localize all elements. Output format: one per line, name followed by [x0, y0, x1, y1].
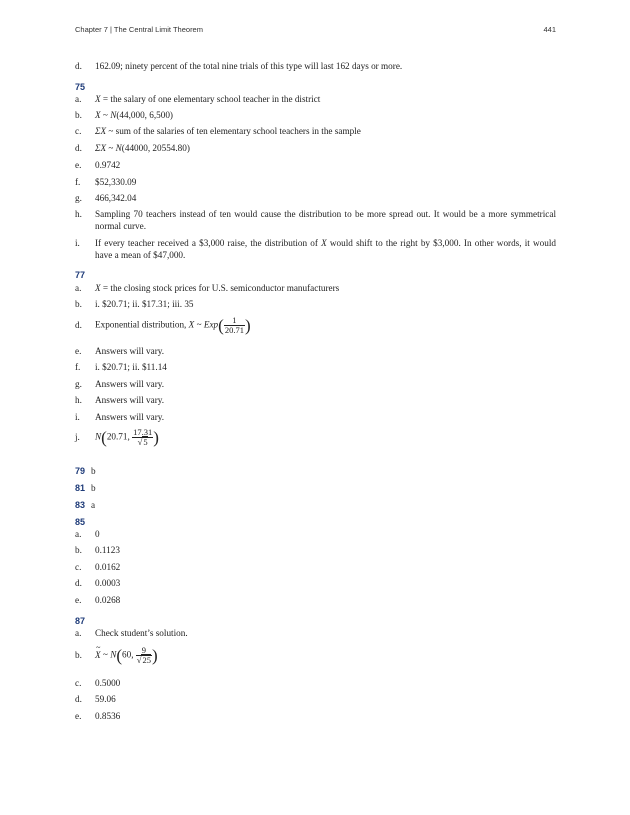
answer-text: Check student’s solution.	[95, 628, 188, 638]
math-variable: X	[95, 94, 101, 104]
numerator: 9	[136, 646, 152, 656]
answer-75-e	[75, 160, 556, 172]
fraction	[136, 646, 152, 665]
item-letter: b.	[75, 545, 82, 555]
item-letter: d.	[75, 694, 82, 704]
denominator	[132, 438, 153, 447]
answer-87-e	[75, 711, 556, 723]
answer-text: (44000, 20554.80)	[121, 143, 190, 153]
answer-75-f	[75, 177, 556, 189]
answer-85-b	[75, 545, 556, 557]
answer-85-e	[75, 595, 556, 607]
math-variable: X	[95, 283, 101, 293]
distribution-symbol: N	[110, 649, 117, 660]
item-letter: d.	[75, 61, 82, 71]
radicand: 25	[142, 655, 151, 665]
answer-text: 0.1123	[95, 545, 120, 555]
answer-text: If every teacher received a $3,000 raise, the distribution of X would shift to the right by $3,000. In other words, it would have a mean of $47,000.	[95, 238, 556, 260]
answer-text: 0.0162	[95, 562, 121, 572]
answer-text: i. $20.71; ii. $11.14	[95, 362, 167, 372]
answer-85-a	[75, 529, 556, 541]
right-paren: )	[244, 315, 251, 335]
item-letter: c.	[75, 126, 82, 136]
answer-text: 0.0268	[95, 595, 121, 605]
radical-sign: √	[136, 655, 142, 665]
item-letter: c.	[75, 678, 82, 688]
item-letter: e.	[75, 160, 82, 170]
problem-number-81: 81 b	[75, 483, 96, 493]
item-letter: f.	[75, 177, 81, 187]
radical-sign: √	[137, 437, 143, 447]
page-number: 441	[543, 25, 556, 34]
numerator: 1	[224, 316, 245, 326]
answer-85-d	[75, 578, 556, 590]
answer-text: Exponential distribution,	[95, 319, 189, 330]
answer-87-c	[75, 678, 556, 690]
answer-text: 0	[95, 529, 100, 539]
answer-text: Answers will vary.	[95, 395, 165, 405]
tilde: ~	[100, 110, 111, 120]
answer-text: 59.06	[95, 694, 116, 704]
answer-text: Answers will vary.	[95, 346, 165, 356]
math-variable: ΣX	[95, 143, 107, 153]
answer-77-f	[75, 362, 556, 374]
math-variable: X	[95, 110, 101, 120]
answer-text: b	[91, 483, 96, 493]
tilde: ~	[194, 319, 204, 330]
item-letter: h.	[75, 209, 82, 219]
answer-75-a	[75, 94, 556, 106]
answer-77-j	[75, 428, 556, 447]
answer-77-a	[75, 283, 556, 295]
item-letter: i.	[75, 412, 80, 422]
answer-text: $52,330.09	[95, 177, 137, 187]
item-letter: e.	[75, 346, 82, 356]
answer-85-c	[75, 562, 556, 574]
denominator	[136, 656, 152, 665]
problem-number-85: 85	[75, 517, 86, 527]
fraction	[224, 316, 245, 335]
numerator: 17.31	[133, 427, 153, 437]
item-letter: b.	[75, 110, 82, 120]
item-letter: j.	[75, 431, 80, 442]
answer-77-i	[75, 412, 556, 424]
answer-75-h	[75, 209, 556, 232]
left-paren: (	[101, 427, 107, 447]
item-letter: h.	[75, 395, 82, 405]
answer-75-c	[75, 126, 556, 138]
right-paren: )	[153, 427, 159, 447]
answer-text: = the salary of one elementary school teacher in the district	[100, 94, 321, 104]
answer-text: i. $20.71; ii. $17.31; iii. 35	[95, 299, 194, 309]
item-letter: b.	[75, 299, 82, 309]
problem-number-87: 87	[75, 616, 86, 626]
answer-text: 0.9742	[95, 160, 121, 170]
math-variable: ΣX	[95, 126, 107, 136]
item-letter: i.	[75, 238, 80, 248]
item-letter: f.	[75, 362, 81, 372]
answer-77-h	[75, 395, 556, 407]
answer-text: Answers will vary.	[95, 379, 165, 389]
item-letter: b.	[75, 649, 82, 660]
problem-number-75: 75	[75, 82, 86, 92]
answer-87-b	[75, 646, 556, 665]
item-letter: g.	[75, 193, 82, 203]
radicand: 5	[143, 437, 148, 447]
math-variable-xbar: ~ X	[95, 650, 101, 662]
item-letter: d.	[75, 143, 82, 153]
math-variable: X	[188, 319, 195, 330]
denominator: 20.71	[224, 325, 244, 335]
answer-text: Answers will vary.	[95, 412, 165, 422]
answer-text: (44,000, 6,500)	[116, 110, 173, 120]
running-header-chapter: Chapter 7 | The Central Limit Theorem	[75, 25, 203, 34]
tilde: ~	[106, 143, 116, 153]
answer-text: 162.09; ninety percent of the total nine trials of this type will last 162 days or more.	[95, 61, 403, 71]
answer-87-d	[75, 694, 556, 706]
answer-75-g	[75, 193, 556, 205]
item-letter: d.	[75, 578, 82, 588]
problem-number-77: 77	[75, 270, 86, 280]
item-letter: d.	[75, 319, 82, 330]
problem-number-83: 83 a	[75, 500, 96, 510]
answer-75-b	[75, 110, 556, 122]
answer-text: a	[91, 500, 96, 510]
distribution-symbol: N	[115, 143, 122, 153]
math-variable: X	[321, 238, 327, 248]
answer-77-g	[75, 379, 556, 391]
item-letter: e.	[75, 711, 82, 721]
left-paren: (	[218, 315, 224, 335]
fraction	[132, 428, 153, 447]
answer-text: 466,342.04	[95, 193, 137, 203]
answer-text: 0.0003	[95, 578, 121, 588]
distribution-symbol: N	[110, 110, 117, 120]
distribution-symbol: N	[95, 431, 102, 442]
problem-number-79: 79 b	[75, 466, 96, 476]
answer-77-b	[75, 299, 556, 311]
item-letter: c.	[75, 562, 82, 572]
mean-value: 20.71,	[106, 431, 133, 442]
item-letter: a.	[75, 628, 82, 638]
distribution-symbol: Exp	[203, 319, 219, 330]
answer-77-e	[75, 346, 556, 358]
item-letter: a.	[75, 94, 82, 104]
answer-text: Sampling 70 teachers instead of ten would cause the distribution to be more spread out. It would be a more symmetrical normal curve.	[95, 209, 556, 231]
item-letter: g.	[75, 379, 82, 389]
item-letter: e.	[75, 595, 82, 605]
tilde: ~	[100, 649, 111, 660]
item-letter: a.	[75, 529, 82, 539]
item-letter: a.	[75, 283, 82, 293]
answer-text: = the closing stock prices for U.S. semiconductor manufacturers	[100, 283, 340, 293]
answer-73-d	[75, 61, 556, 73]
answer-77-d	[75, 316, 556, 335]
left-paren: (	[116, 645, 123, 665]
answer-87-a	[75, 628, 556, 640]
right-paren: )	[151, 645, 158, 665]
answer-text: 0.8536	[95, 711, 121, 721]
answer-75-d	[75, 143, 556, 155]
mean-value: 60,	[122, 649, 136, 660]
answer-75-i	[75, 238, 556, 261]
answer-text: 0.5000	[95, 678, 121, 688]
answer-text: b	[91, 466, 96, 476]
answer-text: ~ sum of the salaries of ten elementary school teachers in the sample	[106, 126, 361, 136]
